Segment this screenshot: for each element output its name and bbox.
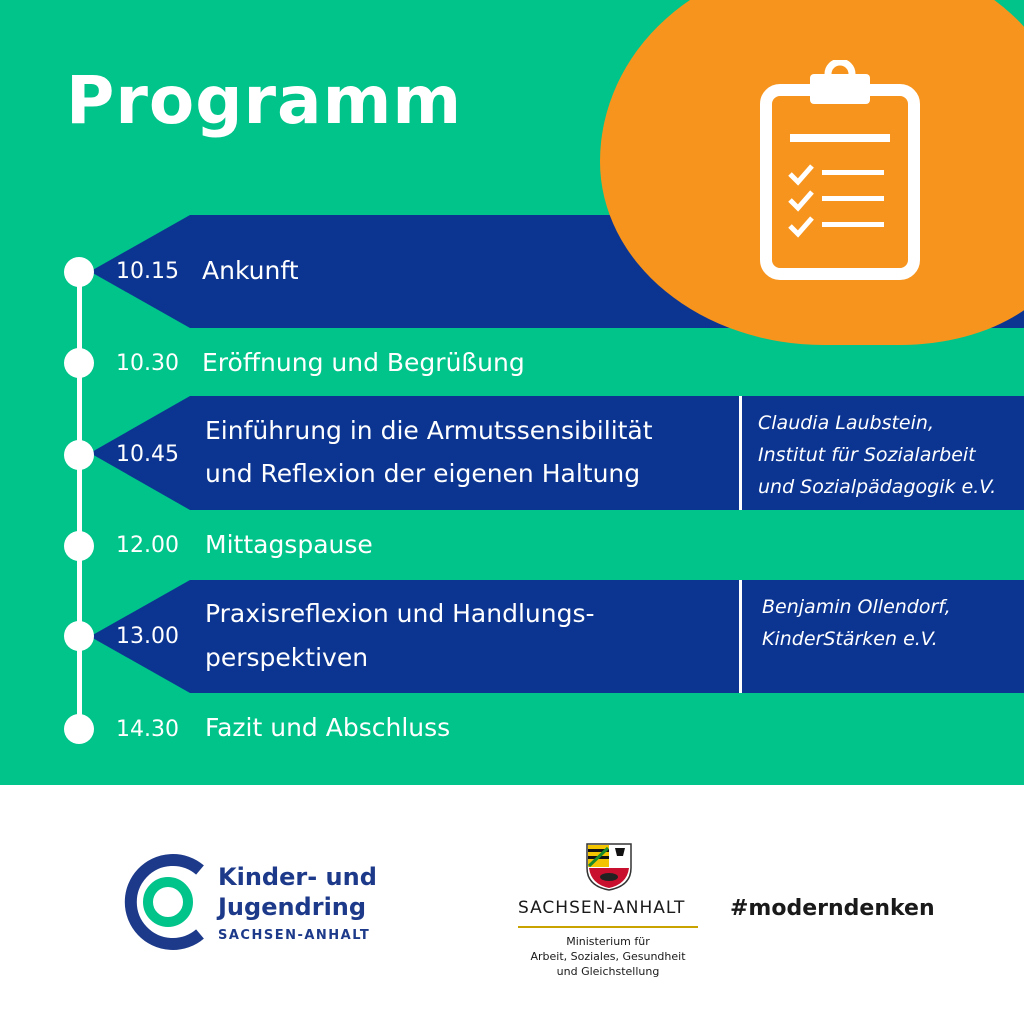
item-einfuehrung-line2: und Reflexion der eigenen Haltung xyxy=(205,459,641,488)
timeline-dot xyxy=(64,714,94,744)
kjr-line3: SACHSEN-ANHALT xyxy=(218,928,371,943)
time-1300: 13.00 xyxy=(116,624,179,649)
kjr-logo-icon xyxy=(118,852,214,952)
item-einfuehrung-line1: Einführung in die Armutssensibilität xyxy=(205,416,653,445)
time-1200: 12.00 xyxy=(116,533,179,558)
kjr-wordmark xyxy=(218,862,377,943)
kjr-line1: Kinder- und xyxy=(218,863,377,891)
ministry-name xyxy=(508,934,708,979)
sachsen-anhalt-name: SACHSEN-ANHALT xyxy=(518,898,686,918)
item-ankunft: Ankunft xyxy=(202,256,299,285)
item-eroeffnung: Eröffnung und Begrüßung xyxy=(202,348,525,377)
ministry-line2: Arbeit, Soziales, Gesundheit xyxy=(530,950,686,963)
item-praxisreflexion-line1: Praxisreflexion und Handlungs- xyxy=(205,599,595,628)
time-1045: 10.45 xyxy=(116,442,179,467)
timeline-dot xyxy=(64,531,94,561)
sachsen-anhalt-rule xyxy=(518,926,698,928)
timeline-line xyxy=(77,272,82,730)
speaker-ollendorf-line1: Benjamin Ollendorf, xyxy=(762,596,951,618)
speaker-laubstein-line1: Claudia Laubstein, xyxy=(758,412,934,434)
ministry-line1: Ministerium für xyxy=(566,935,650,948)
timeline-dot xyxy=(64,621,94,651)
time-1030: 10.30 xyxy=(116,351,179,376)
speaker-laubstein-line2: Institut für Sozialarbeit xyxy=(758,444,976,466)
timeline-dot xyxy=(64,440,94,470)
page-title: Programm xyxy=(66,62,463,139)
speaker-ollendorf-line2: KinderStärken e.V. xyxy=(762,628,938,650)
item-praxisreflexion-line2: perspektiven xyxy=(205,643,369,672)
hashtag: #moderndenken xyxy=(730,896,935,921)
item-mittagspause: Mittagspause xyxy=(205,530,373,559)
time-1015: 10.15 xyxy=(116,259,179,284)
speaker-divider xyxy=(739,396,742,510)
time-1430: 14.30 xyxy=(116,717,179,742)
speaker-divider xyxy=(739,580,742,693)
item-fazit: Fazit und Abschluss xyxy=(205,713,451,742)
timeline-dot xyxy=(64,348,94,378)
kjr-line2: Jugendring xyxy=(218,893,367,921)
clipboard-checklist-icon xyxy=(760,60,920,280)
ministry-line3: und Gleichstellung xyxy=(556,965,660,978)
speaker-laubstein-line3: und Sozialpädagogik e.V. xyxy=(758,476,997,498)
sachsen-anhalt-coat-of-arms-icon xyxy=(585,840,633,892)
timeline-dot xyxy=(64,257,94,287)
